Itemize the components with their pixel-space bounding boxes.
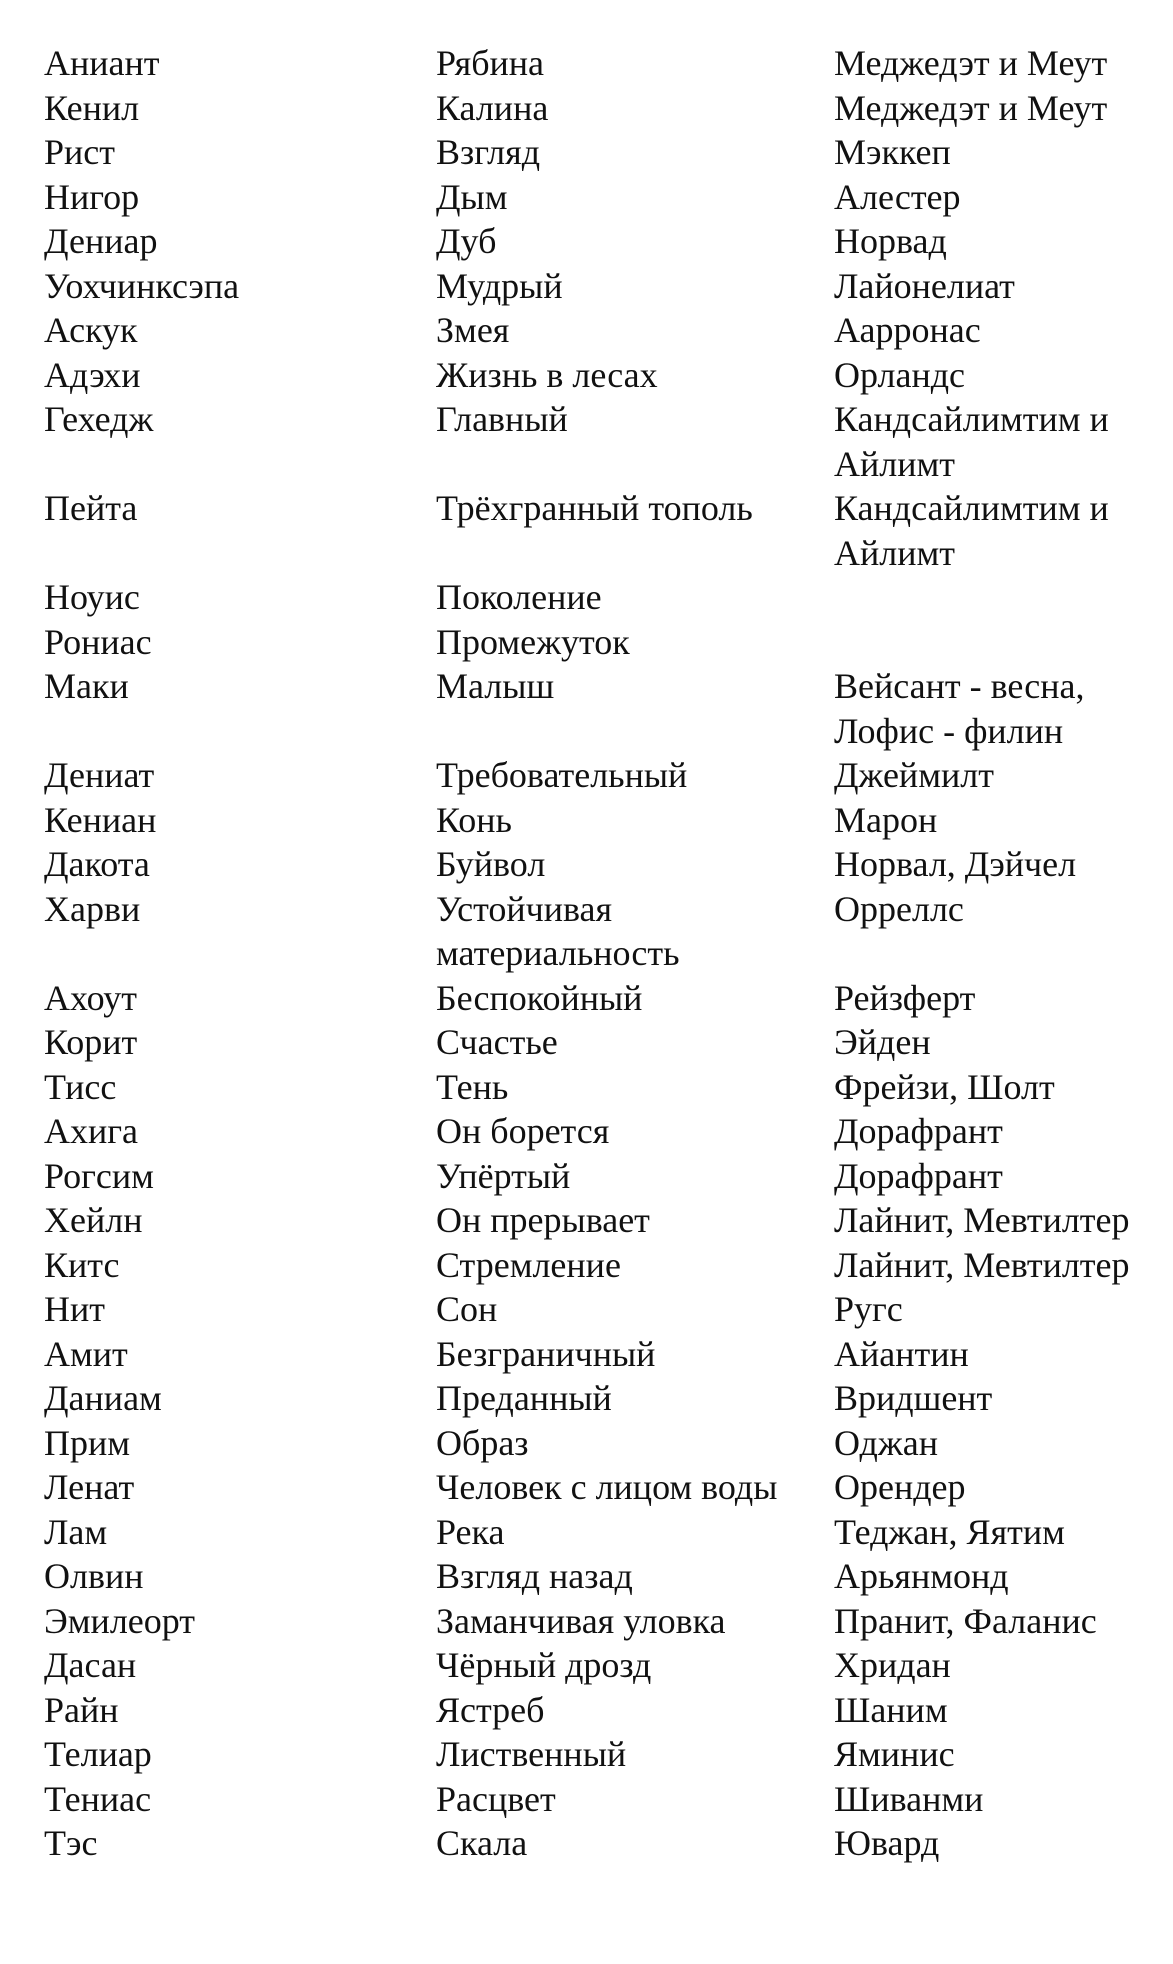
parents-cell: Шаним [834, 1689, 948, 1730]
parents-cell: Ювард [834, 1823, 940, 1863]
name-cell: Тисс [44, 1066, 117, 1107]
name-cell: Аниант [44, 43, 160, 83]
table-row [44, 1465, 1154, 1510]
parents-cell: Орреллс [834, 888, 964, 929]
parents-cell: Оджан [834, 1422, 938, 1463]
meaning-cell: Чёрный дрозд [436, 1645, 652, 1685]
parents-cell: Дорафрант [834, 1155, 1003, 1196]
parents-cell: Яминис [834, 1734, 955, 1774]
name-cell: Нигор [44, 176, 140, 217]
meaning-cell: Мудрый [436, 265, 563, 306]
table-row [44, 1510, 1154, 1555]
table-row [44, 798, 1154, 843]
name-cell: Кенил [44, 87, 140, 128]
table-row [44, 1777, 1154, 1822]
parents-cell [834, 575, 1154, 620]
name-cell: Амит [44, 1333, 128, 1374]
meaning-cell: Требовательный [436, 755, 688, 795]
meaning-cell: Сон [436, 1289, 498, 1329]
table-row [44, 1332, 1154, 1377]
meaning-cell: Безграничный [436, 1333, 656, 1374]
table-row [44, 86, 1154, 131]
table-row [44, 1554, 1154, 1599]
parents-cell: Меджедэт и Меут [834, 87, 1108, 128]
name-cell: Ахига [44, 1111, 139, 1151]
name-cell: Эмилеорт [44, 1600, 196, 1641]
meaning-cell: Беспокойный [436, 977, 643, 1018]
parents-cell: Пранит, Фаланис [834, 1600, 1097, 1641]
table-row [44, 130, 1154, 175]
name-cell: Рогсим [44, 1155, 154, 1196]
name-cell: Даниам [44, 1378, 162, 1418]
parents-cell: Орендер [834, 1467, 966, 1507]
name-cell: Хейлн [44, 1200, 143, 1240]
meaning-cell: Змея [436, 310, 510, 350]
name-cell: Нит [44, 1289, 105, 1329]
meaning-cell: Калина [436, 87, 549, 128]
meaning-cell: Человек с лицом воды [436, 1467, 778, 1507]
table-row [44, 41, 1154, 86]
parents-cell: Хридан [834, 1645, 951, 1685]
name-cell: Райн [44, 1689, 119, 1730]
name-cell: Гехедж [44, 399, 154, 439]
table-row [44, 1376, 1154, 1421]
parents-cell: Кандсайлимтим и Айлимт [834, 399, 1109, 484]
name-cell: Ахоут [44, 977, 137, 1018]
meaning-cell: Он прерывает [436, 1200, 650, 1240]
name-cell: Тэс [44, 1823, 98, 1863]
meaning-cell: Преданный [436, 1378, 612, 1418]
parents-cell: Ругс [834, 1289, 903, 1329]
name-cell: Китс [44, 1244, 120, 1285]
parents-cell: Фрейзи, Шолт [834, 1066, 1055, 1107]
name-cell: Дакота [44, 844, 150, 884]
table-row [44, 1287, 1154, 1332]
meaning-cell: Поколение [436, 577, 602, 617]
meaning-cell: Река [436, 1511, 505, 1552]
name-cell: Аскук [44, 310, 138, 350]
parents-cell: Лайнит, Мевтилтер [834, 1244, 1130, 1285]
meaning-cell: Лиственный [436, 1734, 627, 1774]
meaning-cell: Жизнь в лесах [436, 354, 658, 395]
table-row [44, 1065, 1154, 1110]
name-cell: Рист [44, 132, 115, 172]
table-row [44, 575, 1154, 620]
meaning-cell: Ястреб [436, 1689, 545, 1730]
parents-cell: Мэккеп [834, 132, 951, 172]
table-row [44, 976, 1154, 1021]
name-cell: Прим [44, 1422, 131, 1463]
parents-cell: Лайнит, Мевтилтер [834, 1200, 1130, 1240]
parents-cell: Арьянмонд [834, 1556, 1009, 1596]
parents-cell: Вридшент [834, 1378, 993, 1418]
table-row [44, 397, 1154, 486]
name-cell: Дениар [44, 221, 158, 261]
meaning-cell: Взгляд [436, 132, 541, 172]
table-row [44, 1732, 1154, 1777]
table-row [44, 620, 1154, 665]
meaning-cell: Заманчивая уловка [436, 1600, 726, 1641]
meaning-cell: Конь [436, 799, 512, 840]
table-row [44, 887, 1154, 976]
table-row [44, 353, 1154, 398]
table-row [44, 264, 1154, 309]
meaning-cell: Рябина [436, 43, 545, 83]
parents-cell: Норвал, Дэйчел [834, 844, 1077, 884]
table-row [44, 664, 1154, 753]
meaning-cell: Дым [436, 176, 508, 217]
name-cell: Дасан [44, 1645, 137, 1685]
name-cell: Тениас [44, 1778, 152, 1819]
table-row [44, 1109, 1154, 1154]
parents-cell: Вейсант - весна, Лофис - филин [834, 666, 1085, 751]
meaning-cell: Упёртый [436, 1155, 571, 1196]
name-cell: Харви [44, 888, 141, 929]
table-row [44, 1688, 1154, 1733]
table-row [44, 1421, 1154, 1466]
table-row [44, 486, 1154, 575]
name-cell: Дениат [44, 755, 155, 795]
parents-cell: Эйден [834, 1022, 931, 1062]
parents-cell [834, 620, 1154, 665]
meaning-cell: Главный [436, 399, 568, 439]
meaning-cell: Стремление [436, 1244, 621, 1285]
name-cell: Олвин [44, 1556, 144, 1596]
parents-cell: Шиванми [834, 1778, 984, 1819]
name-cell: Ноуис [44, 577, 140, 617]
name-cell: Кениан [44, 799, 157, 840]
table-row [44, 1020, 1154, 1065]
meaning-cell: Взгляд назад [436, 1556, 633, 1596]
meaning-cell: Скала [436, 1823, 528, 1863]
parents-cell: Меджедэт и Меут [834, 43, 1108, 83]
name-cell: Корит [44, 1022, 138, 1062]
meaning-cell: Образ [436, 1422, 529, 1463]
table-row [44, 1821, 1154, 1866]
meaning-cell: Трёхгранный тополь [436, 488, 753, 528]
names-table [44, 41, 1154, 1866]
table-row [44, 1243, 1154, 1288]
parents-cell: Норвад [834, 221, 947, 261]
parents-cell: Марон [834, 799, 938, 840]
table-row [44, 753, 1154, 798]
meaning-cell: Тень [436, 1066, 509, 1107]
name-cell: Ленат [44, 1467, 135, 1507]
meaning-cell: Он борется [436, 1111, 610, 1151]
meaning-cell: Счастье [436, 1022, 558, 1062]
table-row [44, 842, 1154, 887]
name-cell: Лам [44, 1511, 108, 1552]
parents-cell: Орландс [834, 354, 966, 395]
name-cell: Телиар [44, 1734, 152, 1774]
meaning-cell: Буйвол [436, 844, 546, 884]
table-row [44, 1198, 1154, 1243]
parents-cell: Алестер [834, 176, 961, 217]
table-row [44, 1154, 1154, 1199]
table-row [44, 308, 1154, 353]
meaning-cell: Дуб [436, 221, 497, 261]
parents-cell: Кандсайлимтим и Айлимт [834, 488, 1109, 573]
parents-cell: Лайонелиат [834, 265, 1015, 306]
name-cell: Рониас [44, 621, 152, 662]
name-cell: Адэхи [44, 354, 141, 395]
table-row [44, 1599, 1154, 1644]
parents-cell: Дорафрант [834, 1111, 1003, 1151]
name-cell: Маки [44, 666, 129, 706]
name-cell: Уохчинксэпа [44, 265, 240, 306]
meaning-cell: Промежуток [436, 621, 630, 662]
parents-cell: Рейзферт [834, 977, 976, 1018]
meaning-cell: Расцвет [436, 1778, 556, 1819]
parents-cell: Джеймилт [834, 755, 994, 795]
table-row [44, 219, 1154, 264]
parents-cell: Айантин [834, 1333, 969, 1374]
table-row [44, 1643, 1154, 1688]
meaning-cell: Малыш [436, 666, 555, 706]
table-row [44, 175, 1154, 220]
parents-cell: Аарронас [834, 310, 981, 350]
parents-cell: Теджан, Яятим [834, 1511, 1065, 1552]
name-cell: Пейта [44, 488, 138, 528]
meaning-cell: Устойчивая материальность [436, 888, 680, 973]
